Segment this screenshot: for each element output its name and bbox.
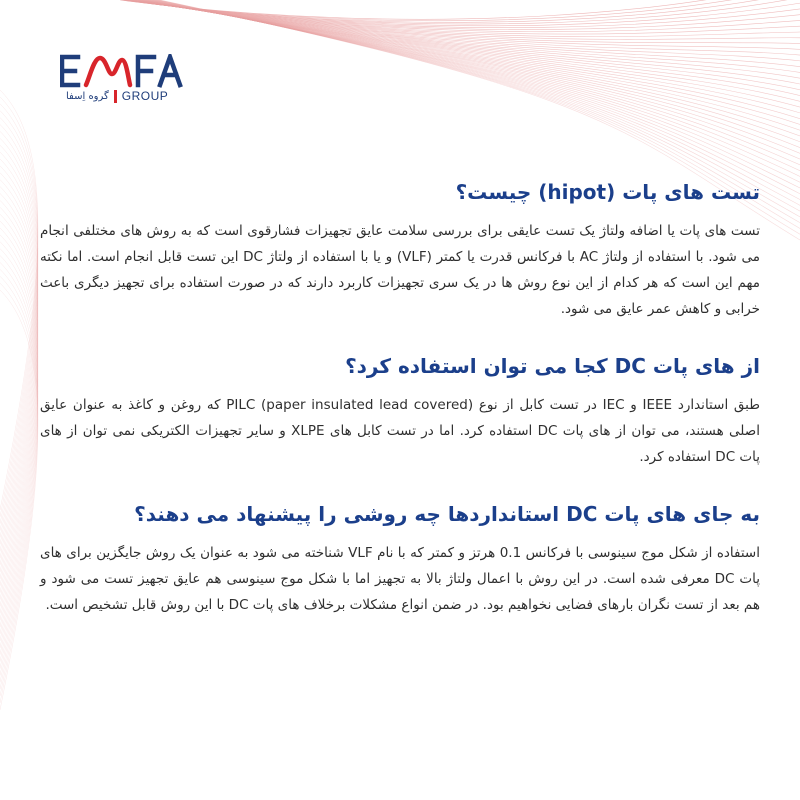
logo-group-label: GROUP (121, 89, 169, 103)
decorative-curve (121, 0, 800, 21)
section-body: استفاده از شکل موج سینوسی با فرکانس 0.1 هرتز و کمتر که با نام VLF شناخته می شود به عنوان یک روش جایگزین برای های پات DC معرفی شده است. در این روش با اعمال ولتاژ بالا به تجهیز اما با شکل موج سینوسی هم عایق تجهیز تست می شود و هم بعد از تست نگران بارهای فضایی نخواهیم بود. در ضمن انواع مشکلات برخلاف های پات DC با این روش قابل تشخیص است. (40, 545, 761, 613)
section-what-is-hipot (40, 176, 760, 322)
section-body: طبق استاندارد IEEE و IEC در تست کابل از نوع PILC (paper insulated lead covered) که روغن و کاغذ به عنوان عایق اصلی هستند، می توان از های پات DC استفاده کرد. اما در تست کابل های XLPE و سایر تجهیزات الکتریکی نمی توان از های پات DC استفاده کرد. (40, 397, 760, 465)
logo-divider (114, 90, 117, 103)
section-body: تست های پات یا اضافه ولتاژ یک تست عایقی برای بررسی سلامت عایق تجهیزات فشارقوی است که به روش های مختلفی انجام می شود. با استفاده از ولتاژ AC با فرکانس قدرت یا کمتر (VLF) و یا با استفاده از ولتاژ DC این تست قابل انجام است. اما نکته مهم این است که هر کدام از این نوع روش ها در یک سری تجهیزات کاربرد دارند که در صورت استفاده برای تجهیز دیگری باعث خرابی و کاهش عمر عایق می شود. (40, 223, 760, 317)
decorative-curve (131, 0, 800, 49)
decorative-curve (154, 0, 800, 200)
section-heading: به جای های پات DC استانداردها چه روشی را پیشنهاد می دهند؟ (134, 502, 760, 526)
section-heading: تست های پات (hipot) چیست؟ (455, 180, 760, 204)
decorative-curve (152, 0, 800, 188)
logo-subline (64, 88, 190, 104)
decorative-curve (148, 0, 800, 165)
section-heading: از های پات DC کجا می توان استفاده کرد؟ (345, 354, 760, 378)
decorative-curve (150, 0, 800, 176)
logo-wordmark (60, 54, 185, 88)
decorative-curve (130, 0, 800, 44)
logo-name-fa: گروه اِسفا (66, 90, 109, 102)
section-dc-hipot-usage (40, 350, 760, 470)
brand-logo (60, 54, 190, 106)
section-standards-alternative (40, 498, 760, 618)
decorative-curve (134, 0, 800, 72)
article (40, 176, 760, 618)
